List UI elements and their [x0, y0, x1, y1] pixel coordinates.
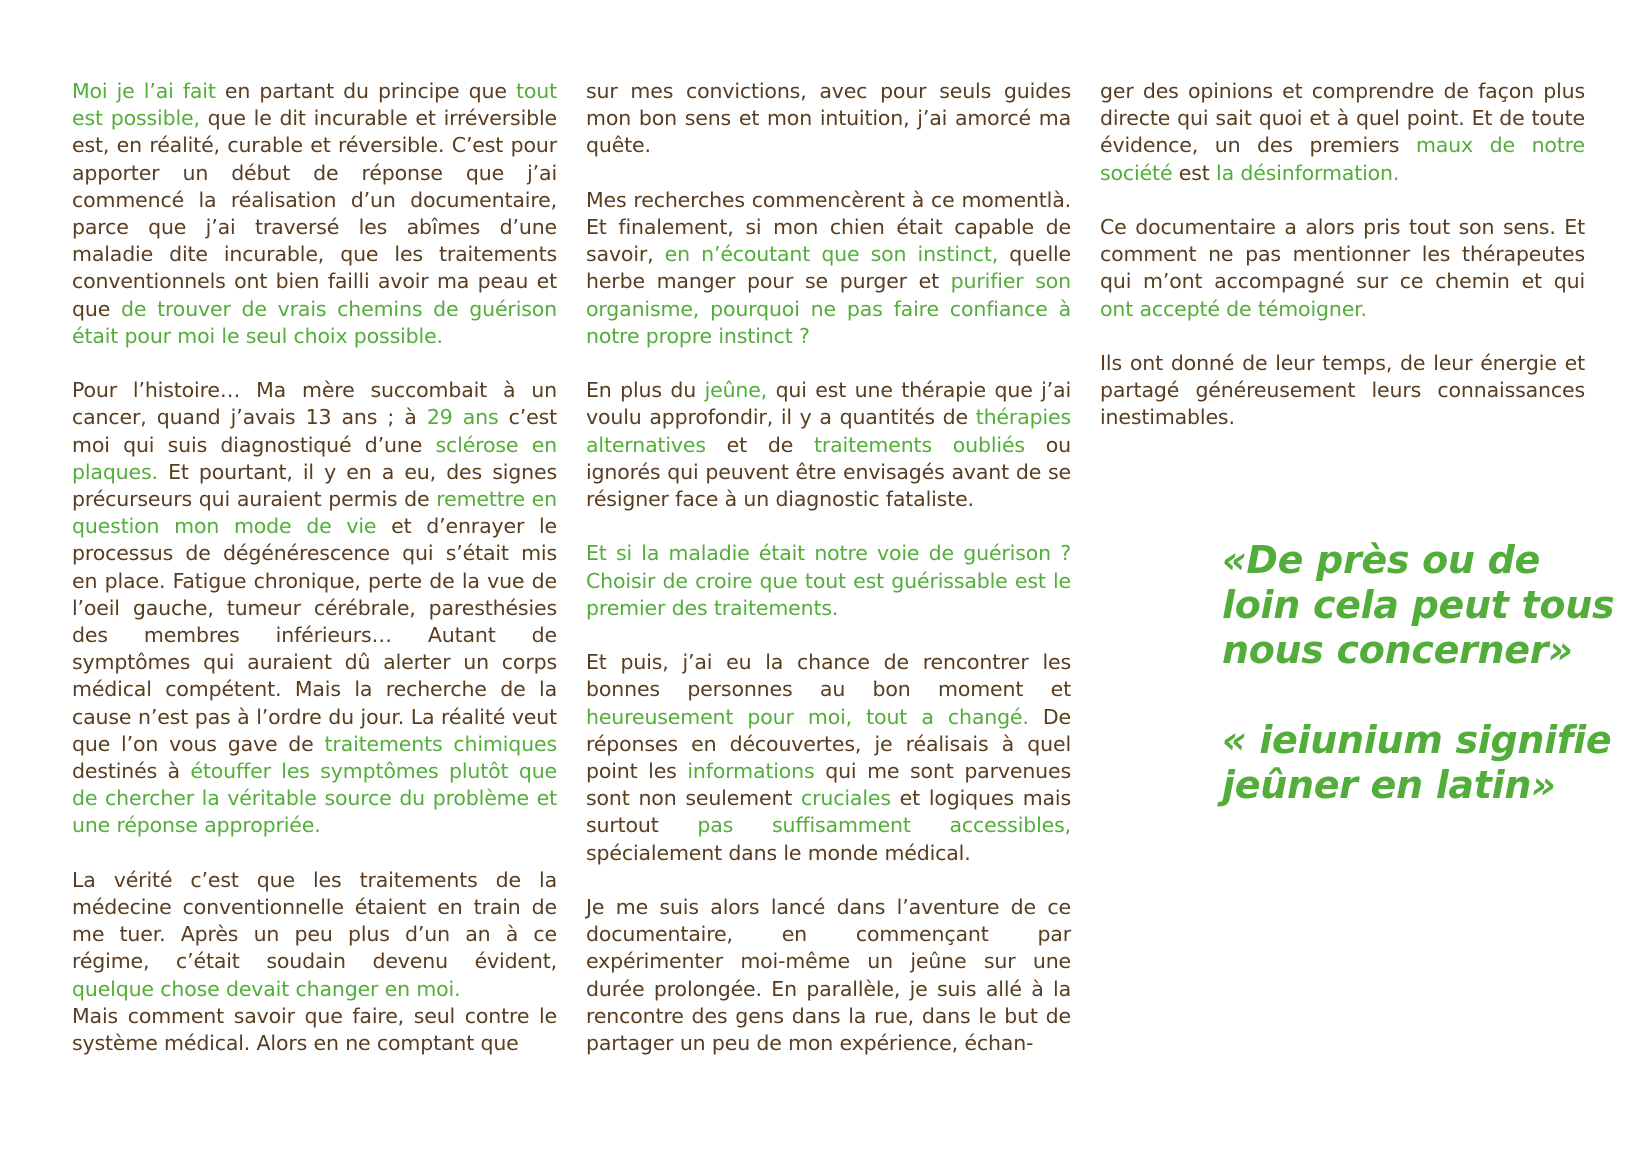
- body-text: est: [1172, 160, 1217, 185]
- body-text: Mes recherches commencèrent à ce momentlà. Et finalement, si mon chien était capable de savoir,: [586, 187, 1071, 267]
- pull-quote: « ieiunium signifie jeûner en latin»: [1222, 718, 1612, 807]
- paragraph: [72, 78, 557, 350]
- highlighted-text: étouffer les symptômes plutôt que de chercher la véritable source du problème et une réponse appropriée.: [72, 759, 557, 838]
- body-text: Mais comment savoir que faire, seul contre le système médical. Alors en ne comptant que: [72, 1003, 557, 1056]
- body-text: destinés à: [72, 759, 191, 784]
- highlighted-text: jeûne,: [704, 378, 768, 403]
- paragraph: [586, 377, 1071, 513]
- body-text: Ils ont donné de leur temps, de leur énergie et partagé généreusement leurs connaissances inestimables.: [1100, 351, 1585, 430]
- body-text: Et pourtant, il y en a eu, des signes précurseurs qui auraient permis de: [72, 459, 557, 512]
- body-text: De réponses en découvertes, je réalisais à quel point les: [586, 704, 1071, 784]
- body-text: et logiques mais surtout: [586, 786, 1071, 838]
- body-text: et de: [705, 432, 814, 457]
- paragraph: [1100, 350, 1585, 432]
- body-text: ger des opinions et comprendre de façon plus directe qui sait quoi et à quel point. Et de toute évidence, un des premiers: [1100, 79, 1585, 158]
- highlighted-text: la désinformation.: [1216, 160, 1400, 185]
- paragraph: [1100, 214, 1585, 323]
- body-text: Ce documentaire a alors pris tout son sens. Et comment ne pas mentionner les thérapeutes qui m’ont accompagné sur ce chemin et qui: [1100, 215, 1585, 294]
- body-text: Pour l’histoire… Ma mère succombait à un cancer, quand j’avais 13 ans ; à: [72, 378, 557, 430]
- highlighted-text: Moi je l’ai fait: [72, 79, 216, 103]
- highlighted-text: maux de notre société: [1100, 133, 1586, 185]
- highlighted-text: purifier son organisme, pourquoi ne pas faire confiance à notre propre instinct ?: [586, 269, 1072, 348]
- body-text: spécialement dans le monde médical.: [586, 840, 971, 865]
- highlighted-text: 29 ans: [426, 405, 499, 430]
- paragraph: [586, 894, 1071, 1057]
- body-text: quelle herbe manger pour se purger et: [586, 242, 1071, 294]
- highlighted-text: tout est possible,: [72, 79, 557, 131]
- pull-quote: «De près ou de loin cela peut tous nous concerner»: [1222, 538, 1615, 672]
- body-text: ou ignorés qui peuvent être envisagés avant de se résigner face à un diagnostic fataliste.: [586, 432, 1071, 512]
- paragraph: [72, 1003, 557, 1057]
- highlighted-text: informations: [687, 759, 815, 784]
- body-text: Et puis, j’ai eu la chance de rencontrer les bonnes personnes au bon moment et: [586, 650, 1071, 702]
- text-column-3: [1100, 78, 1585, 459]
- pull-quotes: [1222, 538, 1622, 853]
- text-column-1: [72, 78, 557, 1084]
- body-text: en partant du principe que: [215, 79, 516, 103]
- paragraph: [586, 540, 1071, 622]
- body-text: que le dit incurable et irréversible est, en réalité, curable et réversible. C’est pour apporter un début de réponse que j’ai commencé la réalisation d’un documentaire, parce que j’ai traversé les abîmes d’une maladie dite incurable, que les traitements conventionnels ont bien failli avoir ma peau et que: [72, 106, 557, 321]
- body-text: qui est une thérapie que j’ai voulu approfondir, il y a quantités de: [586, 378, 1071, 430]
- highlighted-text: de trouver de vrais chemins de guérison était pour moi le seul choix possible.: [72, 296, 558, 348]
- paragraph: [586, 187, 1071, 350]
- body-text: et d’enrayer le processus de dégénérescence qui s’était mis en place. Fatigue chronique, perte de la vue de l’oeil gauche, tumeur cérébrale, paresthésies des membres inférieurs… Autant de symptômes qui auraient dû alerter un corps médical compétent. Mais la recherche de la cause n’est pas à l’ordre du jour. La réalité veut que l’on vous gave de: [72, 514, 557, 756]
- highlighted-text: ont accepté de témoigner.: [1100, 296, 1367, 321]
- paragraph: [586, 649, 1071, 867]
- highlighted-text: thérapies alternatives: [586, 405, 1071, 457]
- body-text: En plus du: [586, 378, 705, 403]
- highlighted-text: sclérose en plaques.: [72, 432, 557, 484]
- paragraph: [586, 78, 1071, 160]
- body-text: La vérité c’est que les traitements de la médecine conventionnelle étaient en train de me tuer. Après un peu plus d’un an à ce régime, c’était soudain devenu évident,: [72, 867, 557, 974]
- highlighted-text: cruciales: [801, 786, 891, 811]
- paragraph: [1100, 78, 1585, 187]
- paragraph: [72, 377, 557, 839]
- body-text: Je me suis alors lancé dans l’aventure de ce documentaire, en commençant par expérimenter moi-même un jeûne sur une durée prolongée. En parallèle, je suis allé à la rencontre des gens dans la rue, dans le but de partager un peu de mon expérience, échan-: [586, 895, 1071, 1056]
- highlighted-text: quelque chose devait changer en moi.: [72, 976, 461, 1001]
- paragraph: [72, 867, 557, 1003]
- text-column-2: [586, 78, 1071, 1084]
- highlighted-text: remettre en question mon mode de vie: [72, 487, 557, 539]
- highlighted-text: heureusement pour moi, tout a changé.: [586, 704, 1029, 729]
- body-text: qui me sont parvenues sont non seulement: [586, 759, 1071, 811]
- highlighted-text: pas suffisamment accessibles,: [697, 813, 1072, 838]
- highlighted-text: Et si la maladie était notre voie de guérison ? Choisir de croire que tout est guérissable est le premier des traitements.: [586, 541, 1071, 620]
- highlighted-text: en n’écoutant que son instinct,: [664, 242, 999, 267]
- highlighted-text: traitements chimiques: [324, 731, 557, 756]
- highlighted-text: traitements oubliés: [813, 432, 1025, 457]
- body-text: sur mes convictions, avec pour seuls guides mon bon sens et mon intuition, j’ai amorcé ma quête.: [586, 79, 1071, 158]
- body-text: c’est moi qui suis diagnostiqué d’une: [72, 405, 558, 457]
